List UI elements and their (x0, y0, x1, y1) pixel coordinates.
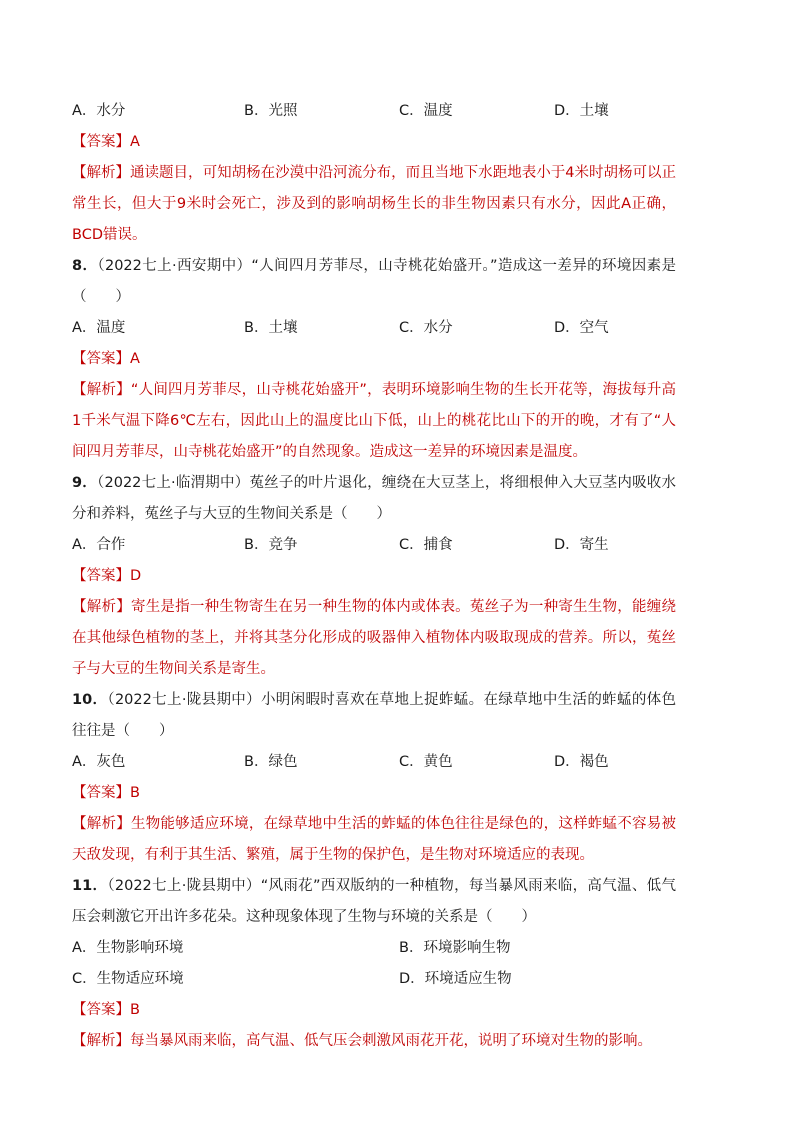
q10-stem (72, 685, 676, 747)
q7-option-c: C．温度 (399, 103, 453, 119)
q7-options (72, 96, 676, 127)
q8-option-c: C．水分 (399, 320, 453, 336)
answer-value: B (130, 785, 140, 801)
question-text: （2022七上·西安期中）“人间四月芳菲尽，山寺桃花始盛开。”造成这一差异的环境因素是（ ） (72, 258, 676, 305)
q9-stem (72, 468, 676, 530)
answer-value: B (130, 1002, 140, 1018)
answer-value: A (130, 351, 140, 367)
q9-option-d: D．寄生 (554, 537, 609, 553)
q11-stem (72, 871, 676, 933)
q11-option-b: B．环境影响生物 (399, 940, 511, 956)
question-number: 11． (72, 878, 108, 894)
q7-option-b: B．光照 (244, 103, 298, 119)
answer-value: D (130, 568, 142, 584)
q8-options (72, 313, 676, 344)
analysis-label: 【解析】 (72, 1033, 130, 1049)
q7-option-d: D．土壤 (554, 103, 609, 119)
question-number: 8． (72, 258, 98, 274)
q10-options (72, 747, 676, 778)
q10-option-c: C．黄色 (399, 754, 453, 770)
q11-option-d: D．环境适应生物 (399, 971, 512, 987)
analysis-text: 通读题目，可知胡杨在沙漠中沿河流分布，而且当地下水距地表小于4米时胡杨可以正常生长，但大于9米时会死亡，涉及到的影响胡杨生长的非生物因素只有水分，因此A正确，BCD错误。 (72, 165, 676, 243)
analysis-text: 生物能够适应环境，在绿草地中生活的蚱蜢的体色往往是绿色的，这样蚱蜢不容易被天敌发现，有利于其生活、繁殖，属于生物的保护色，是生物对环境适应的表现。 (72, 816, 676, 863)
q10-answer (72, 778, 676, 809)
q11-options-row1 (72, 933, 676, 964)
answer-label: 【答案】 (72, 1002, 130, 1018)
question-text: （2022七上·陇县期中）“风雨花”西双版纳的一种植物，每当暴风雨来临，高气温、低气压会刺激它开出许多花朵。这种现象体现了生物与环境的关系是（ ） (72, 878, 676, 925)
q10-analysis (72, 809, 676, 871)
analysis-label: 【解析】 (72, 382, 131, 398)
q11-analysis (72, 1026, 676, 1057)
analysis-label: 【解析】 (72, 599, 131, 615)
question-number: 10． (72, 692, 108, 708)
q11-answer (72, 995, 676, 1026)
question-text: （2022七上·临渭期中）菟丝子的叶片退化，缠绕在大豆茎上，将细根伸入大豆茎内吸收水分和养料，菟丝子与大豆的生物间关系是（ ） (72, 475, 676, 522)
q7-option-a: A．水分 (72, 103, 126, 119)
q8-option-a: A．温度 (72, 320, 126, 336)
q8-stem (72, 251, 676, 313)
q9-answer (72, 561, 676, 592)
answer-label: 【答案】 (72, 351, 130, 367)
q7-answer (72, 127, 676, 158)
q11-option-c: C．生物适应环境 (72, 971, 184, 987)
q10-option-b: B．绿色 (244, 754, 298, 770)
q9-analysis (72, 592, 676, 685)
analysis-text: 寄生是指一种生物寄生在另一种生物的体内或体表。菟丝子为一种寄生生物，能缠绕在其他绿色植物的茎上，并将其茎分化形成的吸器伸入植物体内吸取现成的营养。所以，菟丝子与大豆的生物间关系是寄生。 (72, 599, 676, 677)
q9-option-c: C．捕食 (399, 537, 453, 553)
q8-analysis (72, 375, 676, 468)
answer-label: 【答案】 (72, 568, 130, 584)
analysis-label: 【解析】 (72, 816, 131, 832)
analysis-text: 每当暴风雨来临，高气温、低气压会刺激风雨花开花，说明了环境对生物的影响。 (130, 1033, 652, 1049)
analysis-text: “人间四月芳菲尽，山寺桃花始盛开”，表明环境影响生物的生长开花等，海拔每升高1千米气温下降6℃左右，因此山上的温度比山下低，山上的桃花比山下的开的晚，才有了“人间四月芳菲尽，山寺桃花始盛开”的自然现象。造成这一差异的环境因素是温度。 (72, 382, 676, 460)
q10-option-a: A．灰色 (72, 754, 126, 770)
q9-options (72, 530, 676, 561)
question-number: 9． (72, 475, 98, 491)
answer-label: 【答案】 (72, 785, 130, 801)
answer-value: A (130, 134, 140, 150)
q9-option-b: B．竞争 (244, 537, 298, 553)
question-text: （2022七上·陇县期中）小明闲暇时喜欢在草地上捉蚱蜢。在绿草地中生活的蚱蜢的体色往往是（ ） (72, 692, 676, 739)
q11-options-row2 (72, 964, 676, 995)
analysis-label: 【解析】 (72, 165, 131, 181)
answer-label: 【答案】 (72, 134, 130, 150)
q8-option-b: B．土壤 (244, 320, 298, 336)
q7-analysis (72, 158, 676, 251)
exam-page (72, 96, 676, 1057)
q10-option-d: D．褐色 (554, 754, 609, 770)
q9-option-a: A．合作 (72, 537, 126, 553)
q8-option-d: D．空气 (554, 320, 609, 336)
q11-option-a: A．生物影响环境 (72, 940, 184, 956)
q8-answer (72, 344, 676, 375)
